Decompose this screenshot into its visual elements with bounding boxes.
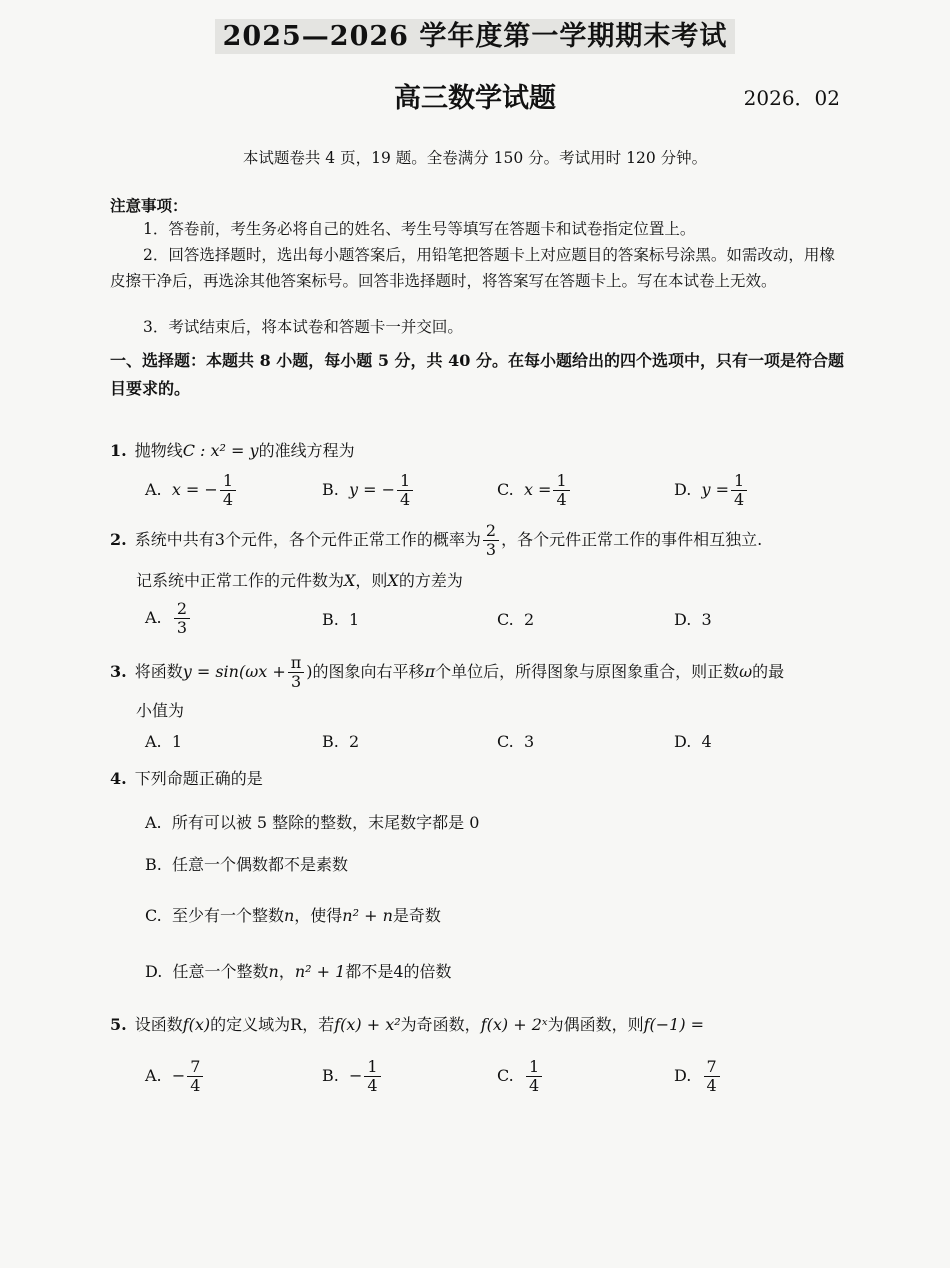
question-2: [110, 522, 855, 559]
option-label: D.: [674, 610, 692, 629]
question-text: 下列命题正确的是: [134, 769, 263, 788]
denominator: 3: [485, 540, 497, 559]
option-value: 2: [523, 610, 535, 629]
math-variable: n: [283, 906, 295, 925]
denominator: 4: [706, 1076, 717, 1095]
denominator: 4: [528, 1076, 540, 1095]
option-text: 至少有一个整数: [171, 906, 284, 925]
option-value: 1: [171, 732, 182, 751]
option-label: B.: [322, 1066, 339, 1085]
math-variable: X: [344, 571, 356, 590]
math-variable: n: [268, 962, 279, 981]
q1-option-d: [674, 472, 749, 509]
q5-option-c: [497, 1058, 544, 1095]
question-1: [110, 436, 855, 466]
question-3: [110, 654, 855, 691]
denominator: 4: [190, 1076, 201, 1095]
notice-item-2: 2．回答选择题时，选出每小题答案后，用铅笔把答题卡上对应题目的答案标号涂黑。如需改动，用橡皮擦干净后，再选涂其他答案标号。回答非选择题时，将答案写在答题卡上。写在本试卷上无效。: [110, 246, 835, 290]
numerator: 1: [220, 472, 236, 491]
question-5: [110, 1010, 855, 1040]
math-expression: f(x) + x²: [334, 1015, 401, 1034]
denominator: 4: [556, 490, 567, 509]
option-label: C.: [497, 1066, 514, 1085]
numerator: 2: [174, 600, 190, 619]
numerator: 1: [364, 1058, 380, 1077]
math-variable: π: [424, 662, 436, 681]
q4-option-d: [145, 959, 452, 982]
math-variable: ω: [739, 662, 753, 681]
exam-intro: 本试题卷共 4 页，19 题。全卷满分 150 分。考试用时 120 分钟。: [242, 149, 708, 167]
option-label: A.: [145, 732, 162, 751]
question-text: 个单位后，所得图象与原图象重合，则正数: [435, 662, 740, 681]
q1-option-c: [497, 472, 572, 509]
q2-option-b: [322, 610, 359, 629]
denominator: 3: [290, 672, 302, 691]
question-text: ，则: [355, 571, 388, 590]
math-expression: f(−1) =: [643, 1015, 705, 1034]
fraction: [553, 472, 569, 509]
fraction: [483, 522, 499, 559]
notice-item-3: 3．考试结束后，将本试卷和答题卡一并交回。: [143, 318, 463, 336]
option-value: 2: [349, 732, 360, 751]
q3-option-d: [674, 732, 712, 751]
denominator: 4: [222, 490, 234, 509]
question-text: 的准线方程为: [258, 441, 355, 460]
option-value: 1: [349, 610, 360, 629]
notice-item-1: 1．答卷前，考生务必将自己的姓名、考生号等填写在答题卡和试卷指定位置上。: [143, 220, 696, 238]
q5-option-b: [322, 1058, 383, 1095]
denominator: 4: [734, 490, 745, 509]
question-text: 的最: [752, 662, 785, 681]
question-text: 设函数: [134, 1015, 183, 1034]
question-number: 2.: [110, 530, 127, 549]
option-sign: −: [349, 1066, 363, 1085]
fraction: [187, 1058, 203, 1095]
exam-title-text: 2025—2026 学年度第一学期期末考试: [215, 19, 736, 54]
q2-option-d: [674, 610, 712, 629]
option-expr: x =: [523, 480, 552, 499]
option-label: C.: [497, 480, 514, 499]
option-label: D.: [145, 962, 163, 981]
fraction: [704, 1058, 720, 1095]
math-expression: f(x): [182, 1015, 211, 1034]
q4-option-b: [145, 852, 348, 875]
denominator: 3: [176, 618, 187, 637]
question-number: 3.: [110, 662, 127, 681]
option-sign: −: [171, 1066, 186, 1085]
denominator: 4: [400, 490, 411, 509]
fraction: [220, 472, 236, 509]
exam-title: [0, 14, 950, 53]
option-label: D.: [674, 480, 692, 499]
option-label: A.: [145, 813, 162, 832]
option-label: A.: [145, 480, 162, 499]
exam-date: 2026．02: [743, 86, 840, 110]
fraction: [364, 1058, 380, 1095]
fraction: [526, 1058, 542, 1095]
q4-option-a: [145, 810, 479, 833]
question-text: 的图象向右平移: [312, 662, 425, 681]
question-text: ，各个元件正常工作的事件相互独立.: [501, 530, 763, 549]
question-2-line-2: [136, 566, 881, 596]
exam-subtitle: 高三数学试题: [394, 83, 556, 114]
numerator: 1: [397, 472, 413, 491]
math-variable: X: [387, 571, 399, 590]
option-label: B.: [322, 610, 339, 629]
q2-option-c: [497, 610, 534, 629]
fraction: [288, 654, 305, 691]
q3-option-a: [145, 732, 182, 751]
numerator: 1: [731, 472, 747, 491]
math-expression: f(x) + 2ˣ: [480, 1015, 548, 1034]
option-label: C.: [497, 610, 514, 629]
question-text: 记系统中正常工作的元件数为: [136, 571, 345, 590]
option-text: 都不是4的倍数: [345, 962, 452, 981]
section-title: 一、选择题：本题共 8 小题，每小题 5 分，共 40 分。在每小题给出的四个选项中，只有一项是符合题目要求的。: [110, 351, 844, 398]
q2-option-a: [145, 600, 192, 637]
question-number: 4.: [110, 769, 127, 788]
question-3-line-2: 小值为: [136, 701, 185, 720]
numerator: 1: [553, 472, 569, 491]
option-label: B.: [322, 732, 339, 751]
option-label: C.: [497, 732, 514, 751]
question-4: [110, 764, 855, 794]
question-number: 1.: [110, 441, 127, 460]
option-value: 3: [523, 732, 535, 751]
q1-option-b: [322, 472, 415, 509]
question-number: 5.: [110, 1015, 127, 1034]
option-expr: y =: [701, 480, 730, 499]
question-text: 为奇函数，: [400, 1015, 481, 1034]
math-expression: n² + 1: [294, 962, 346, 981]
q1-option-a: [145, 472, 238, 509]
option-expr: x = −: [171, 480, 218, 499]
q5-option-d: [674, 1058, 722, 1095]
question-text: 为偶函数，则: [547, 1015, 644, 1034]
numerator: 2: [483, 522, 499, 541]
option-label: C.: [145, 906, 162, 925]
option-text: 任意一个偶数都不是素数: [172, 855, 349, 874]
math-expression: ): [306, 662, 313, 681]
fraction: [174, 600, 190, 637]
option-label: B.: [322, 480, 339, 499]
q3-option-b: [322, 732, 359, 751]
option-text: ，使得: [294, 906, 343, 925]
question-text: 抛物线: [134, 441, 183, 460]
option-label: B.: [145, 855, 162, 874]
option-label: D.: [674, 732, 692, 751]
notice-heading: 注意事项：: [110, 196, 188, 215]
option-label: A.: [145, 608, 162, 627]
numerator: 7: [187, 1058, 203, 1077]
question-text: 系统中共有3个元件，各个元件正常工作的概率为: [134, 530, 481, 549]
q3-option-c: [497, 732, 534, 751]
option-value: 3: [701, 610, 712, 629]
q5-option-a: [145, 1058, 205, 1095]
math-expression: y = sin(ωx +: [182, 662, 286, 681]
option-text: 是奇数: [392, 906, 441, 925]
question-text: 的定义域为R，若: [210, 1015, 335, 1034]
fraction: [731, 472, 747, 509]
numerator: 7: [704, 1058, 720, 1077]
option-label: D.: [674, 1066, 692, 1085]
fraction: [397, 472, 413, 509]
q4-option-c: [145, 903, 441, 926]
option-value: 4: [701, 732, 712, 751]
question-text: 的方差为: [398, 571, 463, 590]
question-text: 将函数: [134, 662, 183, 681]
option-expr: y = −: [349, 480, 396, 499]
numerator: π: [288, 654, 305, 673]
option-text: 任意一个整数: [172, 962, 269, 981]
numerator: 1: [526, 1058, 542, 1077]
option-text: 所有可以被 5 整除的整数，末尾数字都是 0: [171, 813, 480, 832]
denominator: 4: [367, 1076, 378, 1095]
option-text: ，: [278, 962, 295, 981]
option-label: A.: [145, 1066, 162, 1085]
math-expression: C : x² = y: [182, 441, 259, 460]
math-expression: n² + n: [342, 906, 393, 925]
